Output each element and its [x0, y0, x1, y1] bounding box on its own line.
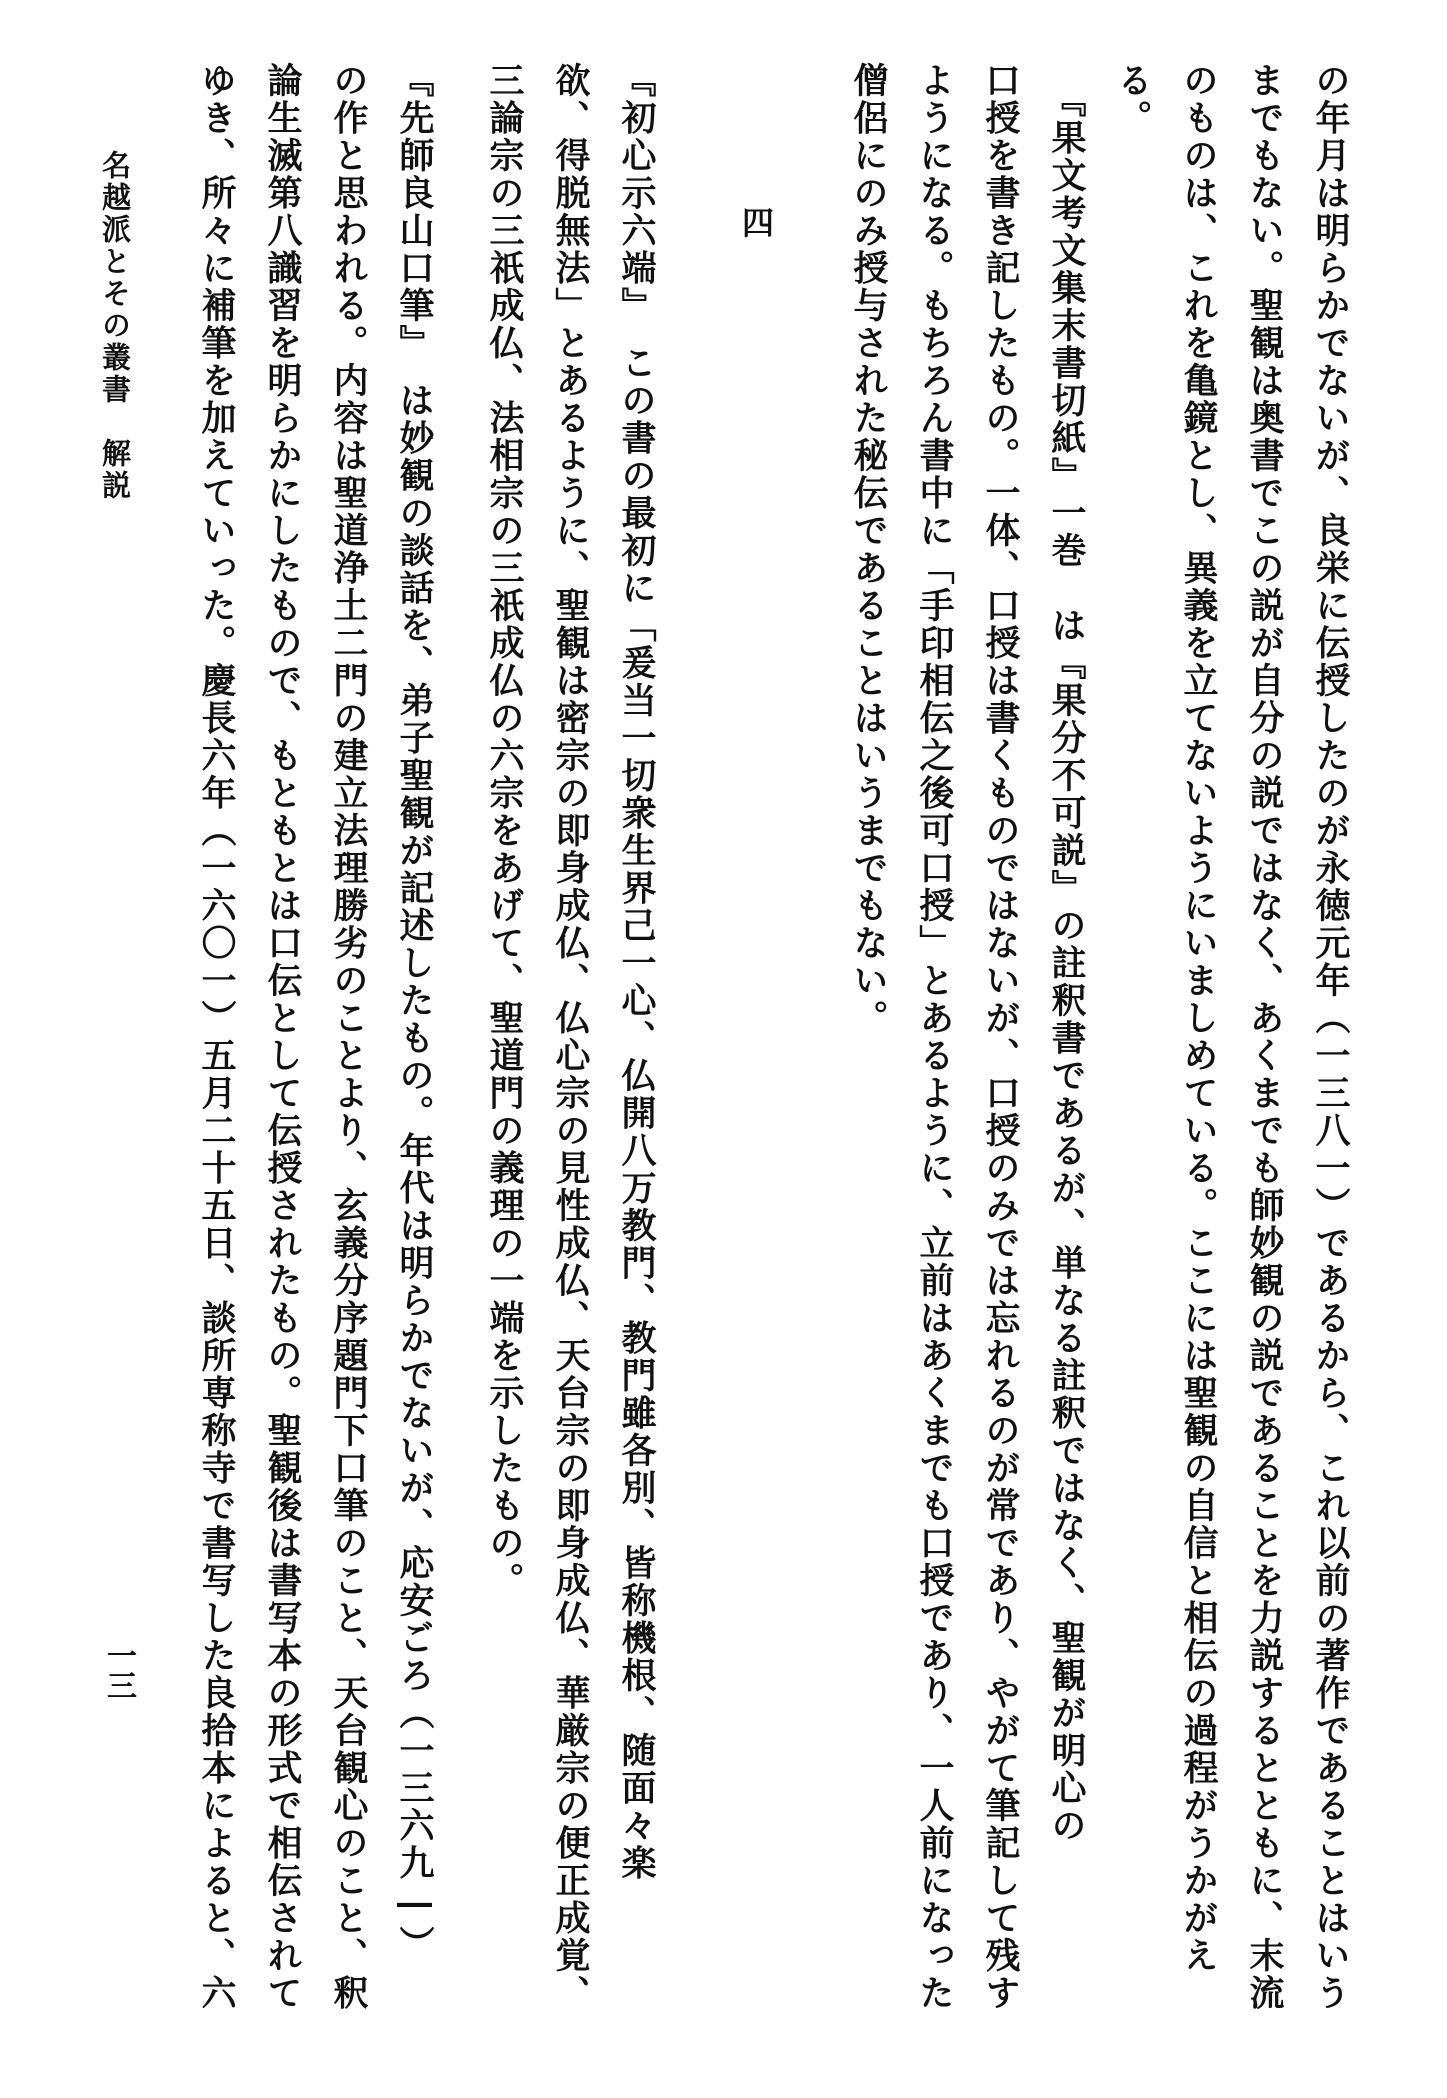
running-footer-title: 名越派とその叢書 解説	[98, 150, 132, 502]
page-number: 一三	[101, 1640, 136, 1700]
text-line: 僧侶にのみ授与された秘伝であることはいうまでもない。	[848, 62, 889, 1037]
text-line: のものは、これを亀鏡とし、異義を立てないようにいましめている。ここには聖観の自信と相伝の過程がうかがえ	[1178, 62, 1219, 1975]
text-line: 欲、得脱無法」とあるように、聖観は密宗の即身成仏、仏心宗の見性成仏、天台宗の即身成仏、華厳宗の便正成覚、	[550, 62, 591, 2012]
text-line: 三論宗の三祇成仏、法相宗の三祇成仏の六宗をあげて、聖道門の義理の一端を示したもの。	[484, 62, 525, 1600]
text-line: の年月は明らかでないが、良栄に伝授したのが永徳元年（一三八一）であるから、これ以前の著作であることはいう	[1310, 62, 1351, 2012]
text-line: ゆき、所々に補筆を加えていった。慶長六年（一六〇一）五月二十五日、談所専称寺で書写した良拾本によると、六	[196, 62, 237, 2012]
section-heading: 四	[737, 206, 775, 238]
text-line: 論生滅第八識習を明らかにしたもので、もともとは口伝として伝授されたもの。聖観後は書写本の形式で相伝されて	[262, 62, 303, 2012]
text-line: 『初心示六端』 この書の最初に「爰当一切衆生界己一心、仏開八万教門、教門雖各別、皆称機根、随面々楽	[616, 62, 657, 1882]
text-line: の作と思われる。内容は聖道浄土二門の建立法理勝劣のことより、玄義分序題門下口筆のこと、天台観心のこと、釈	[328, 62, 369, 2012]
text-line: 『果文考文集末書切紙』一巻 は『果分不可説』の註釈書であるが、単なる註釈ではなく、聖観が明心の	[1046, 62, 1087, 1845]
text-line: までもない。聖観は奥書でこの説が自分の説ではなく、あくまでも師妙観の説であることを力説するとともに、末流	[1244, 62, 1285, 2012]
text-line: 『先師良山口筆』 は妙観の談話を、弟子聖観が記述したもの。年代は明らかでないが、応安ごろ（一三六九―）	[394, 62, 435, 1963]
text-line: 口授を書き記したもの。一体、口授は書くものではないが、口授のみでは忘れるのが常であり、やがて筆記して残す	[980, 62, 1021, 2012]
text-line: ようになる。もちろん書中に「手印相伝之後可口授」とあるように、立前はあくまでも口授であり、一人前になった	[914, 62, 955, 2012]
text-line: る。	[1112, 62, 1153, 137]
